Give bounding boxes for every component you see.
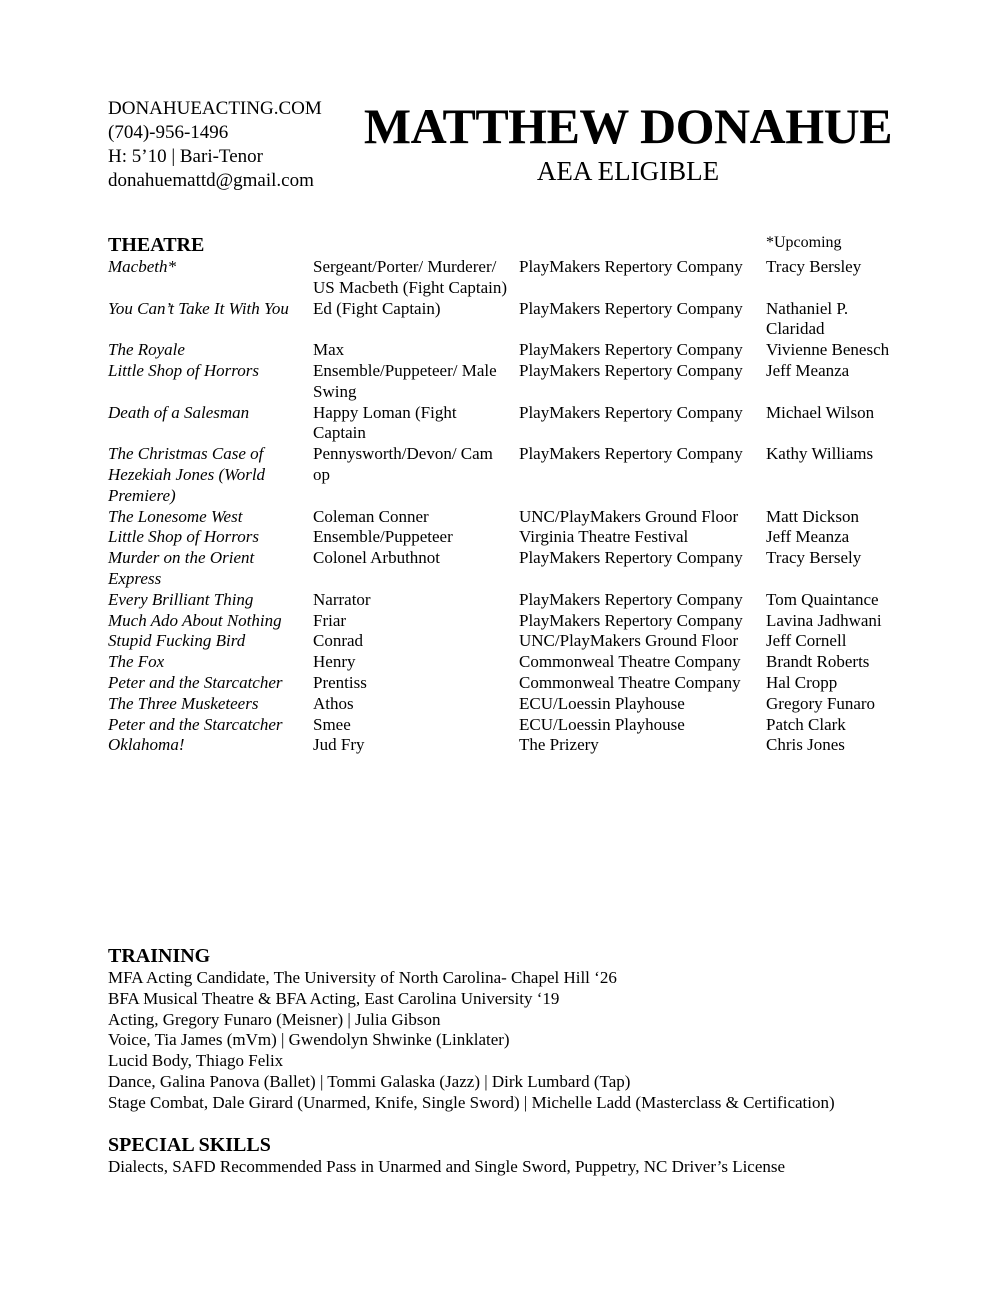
role: Coleman Conner: [313, 506, 429, 526]
role: Prentiss: [313, 672, 367, 692]
company: UNC/PlayMakers Ground Floor: [519, 506, 739, 526]
theatre-credits-table: [108, 257, 901, 756]
upcoming-note: *Upcoming: [766, 234, 842, 251]
union-status: AEA ELIGIBLE: [536, 156, 720, 186]
role: Henry: [313, 652, 356, 672]
height-voice: H: 5’10 | Bari-Tenor: [108, 146, 263, 167]
table-row: [108, 611, 901, 632]
role: Ensemble/Puppeteer/ Male Swing: [313, 360, 497, 401]
director: Chris Jones: [766, 735, 845, 755]
table-row: [108, 652, 901, 673]
role: Max: [313, 340, 345, 360]
training-line: Dance, Galina Panova (Ballet) | Tommi Galaska (Jazz) | Dirk Lumbard (Tap): [108, 1071, 631, 1091]
show-title: The Royale: [108, 340, 185, 360]
table-row: [108, 444, 901, 506]
training-line: Acting, Gregory Funaro (Meisner) | Julia Gibson: [108, 1009, 441, 1029]
director: Gregory Funaro: [766, 693, 876, 713]
company: Virginia Theatre Festival: [519, 527, 689, 547]
training-line: Voice, Tia James (mVm) | Gwendolyn Shwinke (Linklater): [108, 1030, 510, 1050]
show-title: Little Shop of Horrors: [108, 527, 259, 547]
company: PlayMakers Repertory Company: [519, 610, 743, 630]
show-title: The Christmas Case of Hezekiah Jones (World Premiere): [108, 444, 266, 505]
company: PlayMakers Repertory Company: [519, 257, 743, 276]
director: Tom Quaintance: [766, 589, 879, 609]
table-row: [108, 590, 901, 611]
company: The Prizery: [519, 735, 599, 755]
special-skills-text: Dialects, SAFD Recommended Pass in Unarmed and Single Sword, Puppetry, NC Driver’s License: [108, 1157, 786, 1176]
role: Narrator: [313, 589, 371, 609]
contact-info: [108, 97, 322, 193]
show-title: The Three Musketeers: [108, 693, 259, 713]
table-row: [108, 715, 901, 736]
training-line: Lucid Body, Thiago Felix: [108, 1051, 284, 1071]
role: Friar: [313, 610, 347, 630]
show-title: Much Ado About Nothing: [108, 610, 282, 630]
role: Sergeant/Porter/ Murderer/ US Macbeth (Fight Captain): [313, 257, 508, 297]
company: Commonweal Theatre Company: [519, 672, 741, 692]
table-row: [108, 403, 901, 445]
theatre-heading: THEATRE: [108, 234, 205, 256]
show-title: Oklahoma!: [108, 735, 185, 755]
company: PlayMakers Repertory Company: [519, 548, 743, 568]
company: Commonweal Theatre Company: [519, 652, 741, 672]
director: Hal Cropp: [766, 672, 838, 692]
actor-name: MATTHEW DONAHUE: [363, 98, 893, 154]
company: PlayMakers Repertory Company: [519, 340, 743, 360]
table-row: [108, 507, 901, 528]
show-title: You Can’t Take It With You: [108, 298, 289, 318]
company: PlayMakers Repertory Company: [519, 589, 743, 609]
director: Jeff Meanza: [766, 360, 850, 380]
table-row: [108, 735, 901, 756]
company: ECU/Loessin Playhouse: [519, 693, 685, 713]
show-title: Death of a Salesman: [108, 402, 250, 422]
show-title: The Lonesome West: [108, 506, 243, 526]
role: Ed (Fight Captain): [313, 298, 441, 318]
show-title: Little Shop of Horrors: [108, 360, 259, 380]
training-heading: TRAINING: [108, 945, 211, 967]
table-row: [108, 527, 901, 548]
table-row: [108, 257, 901, 299]
table-row: [108, 548, 901, 590]
company: PlayMakers Repertory Company: [519, 444, 743, 464]
role: Happy Loman (Fight Captain: [313, 402, 457, 443]
training-line: MFA Acting Candidate, The University of North Carolina- Chapel Hill ‘26: [108, 968, 617, 987]
table-row: [108, 673, 901, 694]
table-row: [108, 299, 901, 341]
phone: (704)-956-1496: [108, 122, 229, 143]
show-title: Macbeth*: [108, 257, 176, 276]
company: PlayMakers Repertory Company: [519, 298, 743, 318]
role: Conrad: [313, 631, 364, 651]
director: Tracy Bersley: [766, 257, 862, 276]
director: Nathaniel P. Claridad: [766, 298, 849, 339]
table-row: [108, 694, 901, 715]
show-title: Murder on the Orient Express: [108, 548, 255, 588]
table-row: [108, 631, 901, 652]
show-title: The Fox: [108, 652, 165, 672]
show-title: Peter and the Starcatcher: [108, 714, 283, 734]
table-row: [108, 361, 901, 403]
role: Ensemble/Puppeteer: [313, 527, 453, 547]
director: Michael Wilson: [766, 402, 875, 422]
director: Matt Dickson: [766, 506, 860, 526]
special-skills-heading: SPECIAL SKILLS: [108, 1134, 271, 1156]
show-title: Stupid Fucking Bird: [108, 631, 246, 651]
website: DONAHUEACTING.COM: [108, 98, 322, 119]
director: Jeff Meanza: [766, 527, 850, 547]
training-line: BFA Musical Theatre & BFA Acting, East Carolina University ‘19: [108, 988, 560, 1008]
company: UNC/PlayMakers Ground Floor: [519, 631, 739, 651]
company: PlayMakers Repertory Company: [519, 360, 743, 380]
show-title: Every Brilliant Thing: [108, 589, 254, 609]
table-row: [108, 340, 901, 361]
company: ECU/Loessin Playhouse: [519, 714, 685, 734]
training-line: Stage Combat, Dale Girard (Unarmed, Knife, Single Sword) | Michelle Ladd (Masterclass & Certification): [108, 1092, 835, 1112]
role: Athos: [313, 693, 354, 713]
director: Jeff Cornell: [766, 631, 847, 651]
director: Brandt Roberts: [766, 652, 870, 672]
show-title: Peter and the Starcatcher: [108, 672, 283, 692]
director: Lavina Jadhwani: [766, 610, 882, 630]
director: Vivienne Benesch: [766, 340, 890, 360]
director: Tracy Bersely: [766, 548, 862, 568]
director: Patch Clark: [766, 714, 846, 734]
role: Colonel Arbuthnot: [313, 548, 441, 568]
role: Jud Fry: [313, 735, 365, 755]
training-list: [108, 968, 835, 1114]
company: PlayMakers Repertory Company: [519, 402, 743, 422]
role: Pennysworth/Devon/ Cam op: [313, 444, 493, 484]
role: Smee: [313, 714, 351, 734]
director: Kathy Williams: [766, 444, 874, 464]
email: donahuemattd@gmail.com: [108, 170, 314, 191]
